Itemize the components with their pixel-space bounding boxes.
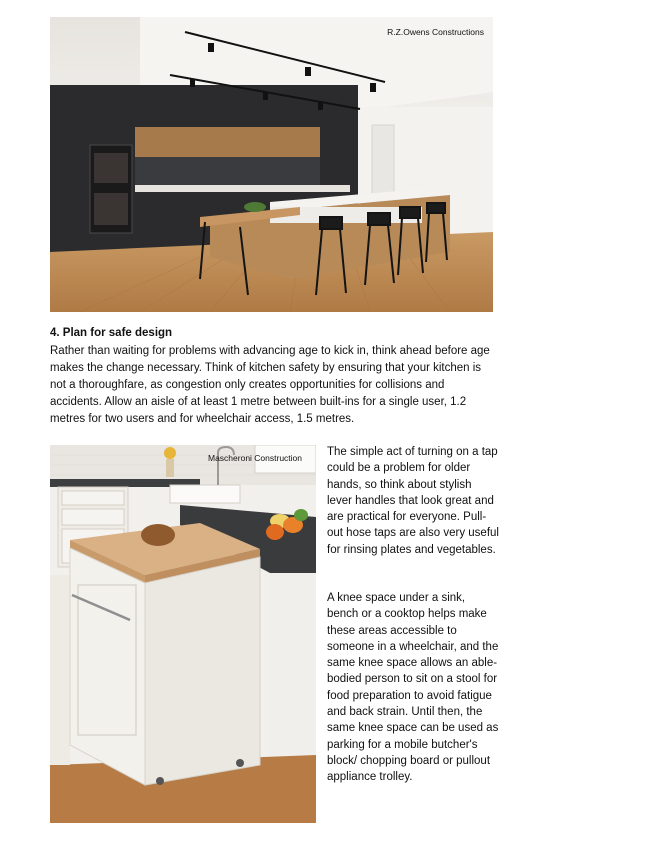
side-paragraph-taps: The simple act of turning on a tap could be a problem for older hands, so think about stylish lever handles that look great and are practical for everyone. Pull-out hose taps are also very useful for rinsing plates and vegetables. xyxy=(327,446,499,556)
side-paragraph-knee-space: A knee space under a sink, bench or a cooktop helps make these areas accessible to someone in a wheelchair, and the same knee space allows an able-bodied person to sit on a stool for food preparation to avoid fatigue and back strain. Until then, the same knee space can be used as parking for a mobile butcher's block/ chopping board or pullout appliance trolley. xyxy=(327,592,499,784)
section-heading: 4. Plan for safe design xyxy=(50,327,173,339)
kitchen-illustration-bottom xyxy=(50,445,316,823)
kitchen-photo-bottom xyxy=(50,445,316,823)
photo-credit-top: R.Z.Owens Constructions xyxy=(387,27,484,37)
photo-credit-bottom: Mascheroni Construction xyxy=(208,453,303,463)
section-paragraph: Rather than waiting for problems with advancing age to kick in, think ahead before age makes the change necessary. Think of kitchen safety by ensuring that your kitchen is not a thoroughfare, as congestion only creates opportunities for collisions and accidents. Allow an aisle of at least 1 metre between built-ins for a single user, 1.2 metres for two users and for wheelchair access, 1.5 metres. xyxy=(50,345,490,426)
kitchen-photo-top xyxy=(50,17,493,312)
kitchen-illustration-top xyxy=(50,17,493,312)
